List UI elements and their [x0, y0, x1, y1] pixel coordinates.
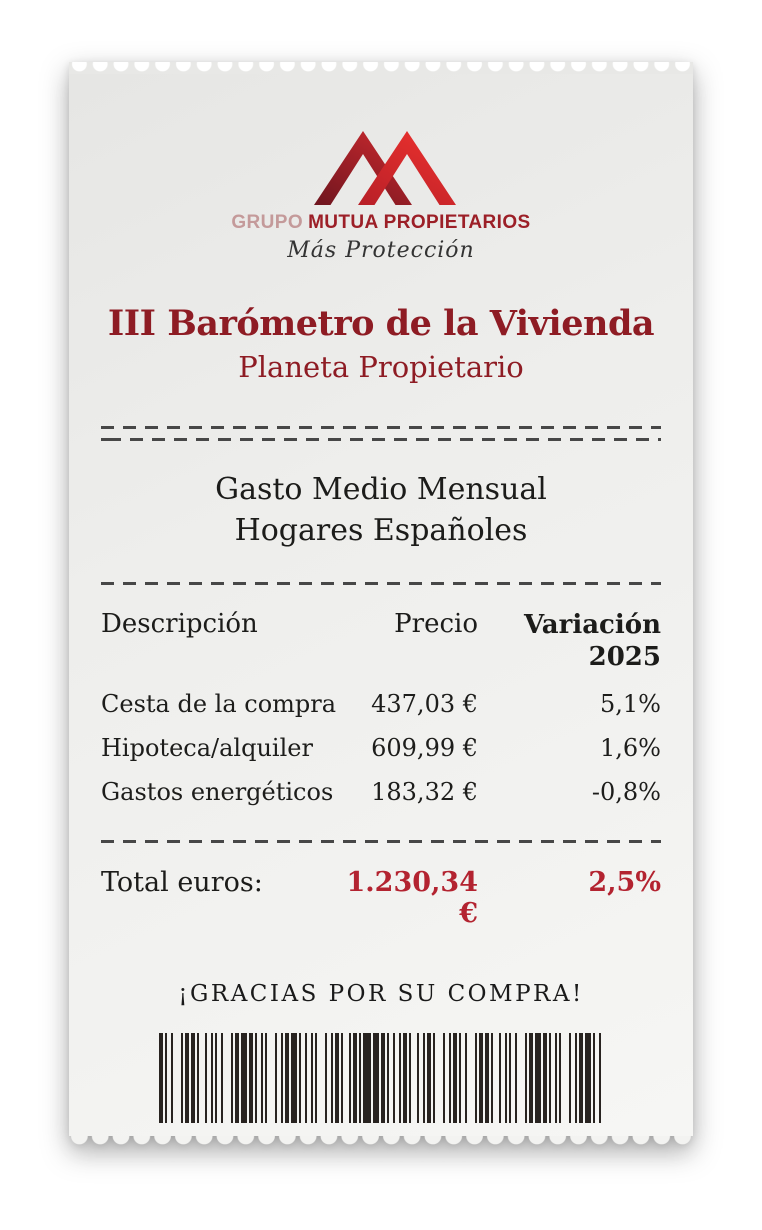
mutua-propietarios-logo-icon [305, 126, 457, 208]
report-subtitle: Planeta Propietario [238, 350, 524, 384]
section-title [101, 469, 661, 552]
row-variation: 1,6% [600, 733, 661, 762]
divider-dashed [101, 582, 661, 585]
brand-grupo-label: GRUPO [231, 212, 304, 233]
row-description: Cesta de la compra [101, 689, 337, 718]
total-price: 1.230,34 € [346, 866, 478, 929]
column-header-variation-line2: 2025 [588, 642, 661, 673]
brand-tagline: Más Protección [287, 238, 475, 263]
dashed-line [101, 426, 661, 429]
total-row [101, 867, 661, 929]
dashed-line [101, 438, 661, 441]
barcode-gap [517, 1033, 525, 1123]
barcode [159, 1033, 603, 1123]
row-price: 437,03 € [371, 689, 478, 718]
section-title-line2: Hogares Españoles [234, 513, 528, 549]
column-header-variation-line1: Variación [523, 609, 661, 640]
divider-double-dashed [101, 426, 661, 441]
barcode-gap [267, 1033, 275, 1123]
barcode-gap [173, 1033, 181, 1123]
table-row [101, 778, 661, 806]
barcode-bar [363, 1033, 371, 1123]
receipt-body [69, 74, 693, 1136]
section-title-line1: Gasto Medio Mensual [215, 472, 547, 507]
row-description: Gastos energéticos [101, 777, 334, 806]
column-header-price: Precio [394, 608, 478, 639]
column-header-description: Descripción [101, 608, 258, 639]
total-variation: 2,5% [588, 866, 661, 898]
column-header-variation [478, 609, 661, 674]
barcode-gap [561, 1033, 569, 1123]
barcode-gap [223, 1033, 231, 1123]
row-price: 609,99 € [371, 733, 478, 762]
divider-dashed [101, 840, 661, 843]
thanks-message: ¡GRACIAS POR SU COMPRA! [178, 980, 584, 1007]
receipt-paper [69, 62, 693, 1148]
table-row [101, 690, 661, 718]
row-variation: 5,1% [600, 689, 661, 718]
table-row [101, 734, 661, 762]
receipt-torn-edge-top [69, 62, 693, 74]
brand-wordmark [101, 212, 661, 234]
receipt-torn-edge-bottom [69, 1136, 693, 1148]
barcode-gap [601, 1033, 603, 1123]
row-price: 183,32 € [371, 777, 478, 806]
barcode-gap [435, 1033, 443, 1123]
row-description: Hipoteca/alquiler [101, 733, 313, 762]
row-variation: -0,8% [591, 777, 661, 806]
brand-name-label: MUTUA PROPIETARIOS [308, 212, 531, 233]
total-label: Total euros: [101, 866, 263, 898]
report-title: III Barómetro de la Vivienda [107, 303, 655, 344]
expense-table [101, 609, 661, 806]
barcode-gap [317, 1033, 325, 1123]
table-header-row [101, 609, 661, 674]
barcode-gap [467, 1033, 475, 1123]
